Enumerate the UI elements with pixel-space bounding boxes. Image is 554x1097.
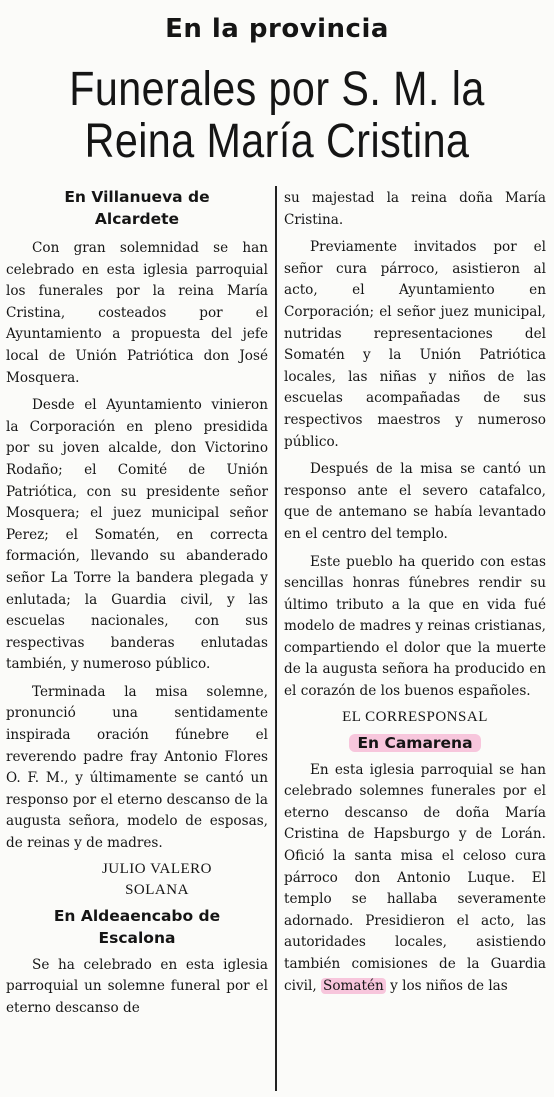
column-divider [275,186,277,1091]
highlight-somaten: Somatén [323,977,384,994]
paragraph: Se ha celebrado en esta iglesia parroquial un solemne funeral por el eterno descanso de [6,956,268,1016]
paragraph: Previamente invitados por el señor cura párroco, asistieron al acto, el Ayuntamiento en Corporación; el señor juez municipal, nutridas representaciones del Somatén y la Unión Patriótica locales, las niñas y niños de las escuelas acompañadas de sus respectivos maestros y numeroso público. [284,239,546,450]
paragraph: Terminada la misa solemne, pronunció una sentidamente inspirada oración fúnebre el reverendo padre fray Antonio Flores O. F. M., y últimamente se cantó un responso por el eterno descanso de la augusta señora, modelo de esposas, de reinas y de madres. [6,683,268,852]
paragraph: Este pueblo ha querido con estas sencillas honras fúnebres rendir su último tributo a la que en vida fué modelo de madres y reinas cristianas, compartiendo el dolor que la muerte de la augusta señora ha producido en el corazón de los buenos españoles. [284,553,546,700]
highlight-camarena: En Camarena [349,734,480,752]
subheading-villanueva: En Villanueva de Alcardete [64,188,210,228]
headline-line-1: Funerales por S. M. la [69,63,485,116]
subheading-aldeaencabo: En Aldeaencabo de Escalona [53,906,221,947]
left-column [6,186,268,1019]
headline-line-2: Reina María Cristina [84,115,470,168]
paragraph: su majestad la reina doña María Cristina. [284,190,546,228]
headline [39,64,515,168]
paragraph-text: y los niños de las [390,977,508,994]
right-column [284,188,546,997]
paragraph [284,760,546,998]
paragraph: Después de la misa se cantó un responso ante el severo catafalco, que de antemano se había levantado en el centro del templo. [284,461,546,542]
paragraph: Desde el Ayuntamiento vinieron la Corporación en pleno presidida por su joven alcalde, don Victorino Rodaño; el Comité de Unión Patriótica, con su presidente señor Mosquera; el juez municipal señor Perez; el Somatén, en correcta formación, llevando su abanderado señor La Torre la bandera plegada y enlutada; la Guardia civil, y las escuelas nacionales, con sus respectivas banderas enlutadas también, y numeroso público. [6,397,268,673]
section-label: En la provincia [165,14,389,44]
signature-julio-valero: JULIO VALERO SOLANA [101,860,213,898]
paragraph: Con gran solemnidad se han celebrado en esta iglesia parroquial los funerales por la reina María Cristina, costeados por el Ayuntamiento a propuesta del jefe local de Unión Patriótica don José Mosquera. [6,240,268,386]
paragraph-text: En esta iglesia parroquial se han celebrado solemnes funerales por el eterno descanso de doña María Cristina de Hapsburgo y de Lorán. Ofició la santa misa el celoso cura párroco don Antonio Luque. El templo se hallaba severamente adornado. Presidieron el acto, las autoridades locales, asistiendo también comisiones de la Guardia civil, [284,761,546,994]
subheading-camarena [284,732,546,754]
signature-corresponsal: EL CORRESPONSAL [342,708,488,725]
